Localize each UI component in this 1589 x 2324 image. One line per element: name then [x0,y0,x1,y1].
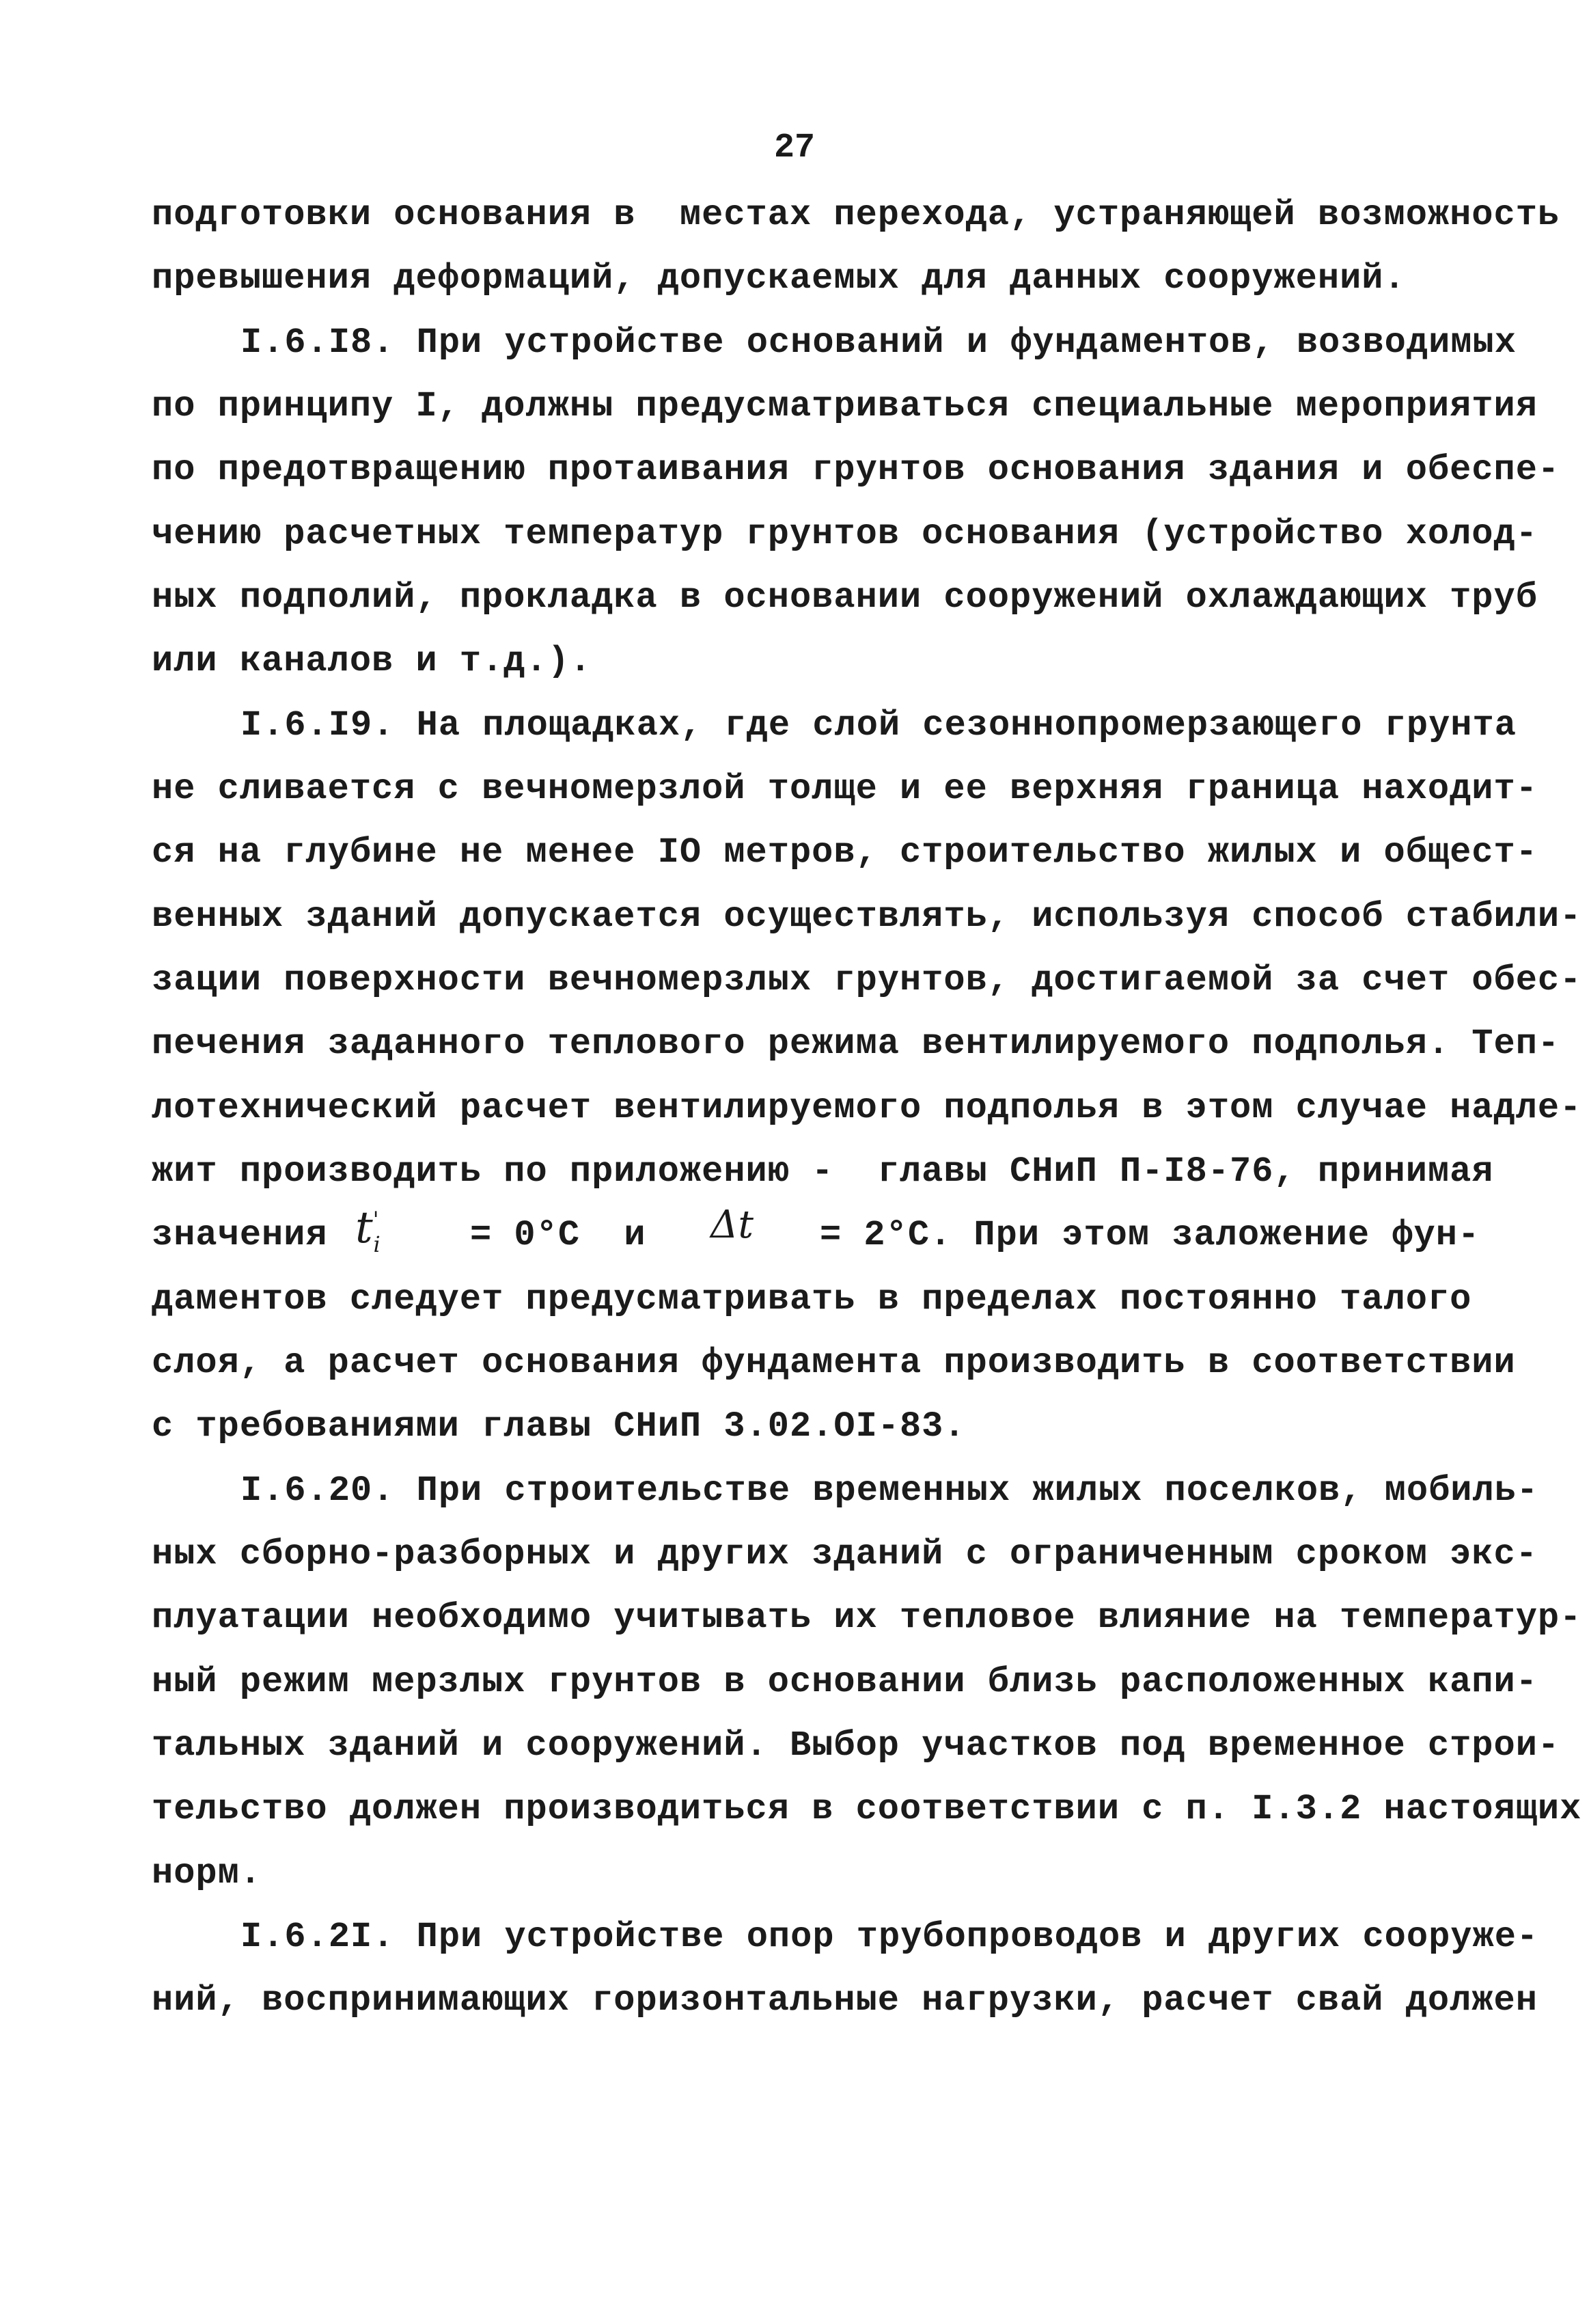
clause-1-6-19-line-5: зации поверхности вечномерзлых грунтов, достигаемой за счет обес- [152,960,1582,1000]
formula-t-prime: ' [372,1206,379,1233]
formula-t-subscript: i [373,1231,381,1257]
clause-1-6-20-line-2: ных сборно-разборных и других зданий с ограниченным сроком экс- [152,1534,1538,1574]
clause-1-6-19-line-1: I.6.I9. На площадках, где слой сезоннопромерзающего грунта [240,705,1517,746]
clause-1-6-19-line-4: венных зданий допускается осуществлять, используя способ стабили- [152,897,1582,937]
clause-1-6-18-line-3: по предотвращению протаивания грунтов основания здания и обеспе- [152,450,1560,490]
formula-t-i [355,1203,381,1257]
clause-1-6-20-line-4: ный режим мерзлых грунтов в основании близь расположенных капи- [152,1662,1538,1702]
clause-1-6-20-line-5: тальных зданий и сооружений. Выбор участков под временное строи- [152,1725,1560,1766]
clause-1-6-20-line-3: плуатации необходимо учитывать их тепловое влияние на температур- [152,1598,1582,1638]
clause-1-6-19-line-2: не сливается с вечномерзлой толще и ее верхняя граница находит- [152,769,1538,809]
clause-1-6-19-line-7: лотехнический расчет вентилируемого подполья в этом случае надле- [152,1088,1582,1128]
clause-1-6-20-line-1: I.6.20. При строительстве временных жилых поселков, мобиль- [240,1471,1539,1511]
clause-1-6-18-line-1: I.6.I8. При устройстве оснований и фундаментов, возводимых [240,323,1517,363]
clause-1-6-19-line-9-prefix: значения [152,1215,328,1255]
clause-1-6-19-line-12: с требованиями главы СНиП 3.02.OI-83. [152,1406,966,1447]
clause-1-6-18-line-4: чению расчетных температур грунтов основания (устройство холод- [152,514,1538,554]
clause-1-6-21-line-1: I.6.2I. При устройстве опор трубопроводов и других сооруже- [240,1917,1539,1957]
clause-1-6-19-line-8: жит производить по приложению - главы СНиП П-I8-76, принимая [152,1151,1494,1192]
clause-1-6-18-line-6: или каналов и т.д.). [152,641,592,681]
clause-1-6-20-line-7: норм. [152,1853,262,1894]
text-line-1: подготовки основания в местах перехода, устраняющей возможность [152,195,1560,235]
clause-1-6-19-line-9-suffix: = 2°С. При этом заложение фун- [820,1215,1480,1255]
text-line-2: превышения деформаций, допускаемых для данных сооружений. [152,258,1406,299]
clause-1-6-19-line-10: даментов следует предусматривать в пределах постоянно талого [152,1279,1472,1320]
formula-t-symbol: t [355,1203,373,1253]
clause-1-6-18-line-2: по принципу I, должны предусматриваться специальные мероприятия [152,386,1538,426]
clause-1-6-19-line-11: слоя, а расчет основания фундамента производить в соответствии [152,1343,1516,1383]
clause-1-6-19-line-9-middle: = 0°С и [470,1215,646,1255]
clause-1-6-19-line-3: ся на глубине не менее IO метров, строительство жилых и общест- [152,832,1538,873]
clause-1-6-20-line-6: тельство должен производиться в соответствии с п. I.3.2 настоящих [152,1789,1582,1829]
formula-delta-t: Δt [710,1203,754,1247]
clause-1-6-18-line-5: ных подполий, прокладка в основании сооружений охлаждающих труб [152,577,1538,618]
clause-1-6-21-line-2: ний, воспринимающих горизонтальные нагрузки, расчет свай должен [152,1980,1538,2021]
page-number: 27 [773,128,815,167]
clause-1-6-19-line-6: печения заданного теплового режима вентилируемого подполья. Теп- [152,1024,1560,1064]
